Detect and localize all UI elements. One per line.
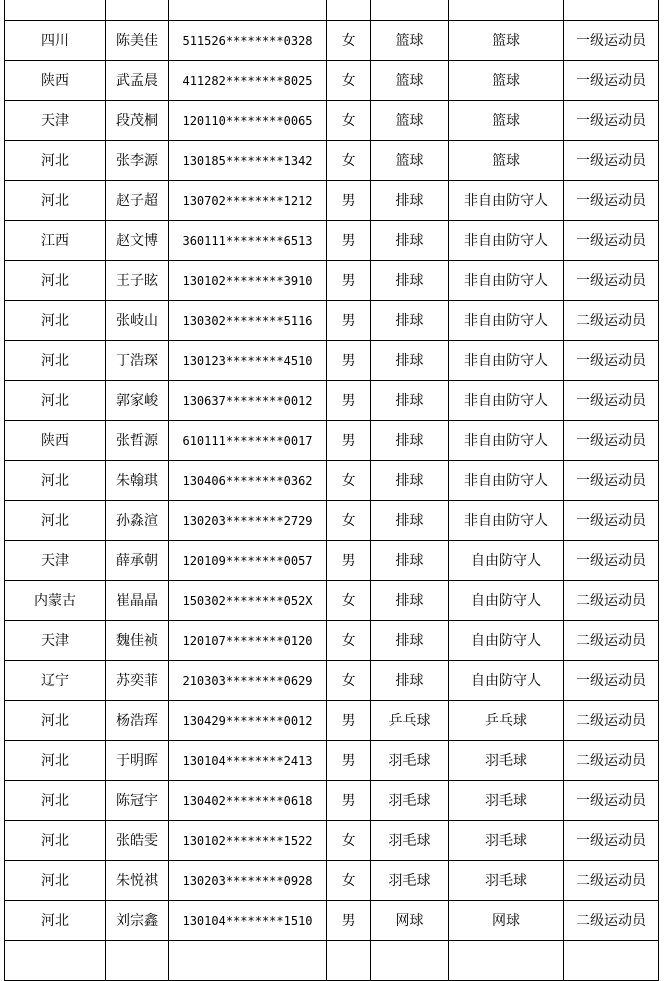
name-cell: 薛承朝 — [106, 541, 169, 581]
province-cell: 河北 — [5, 821, 106, 861]
province-cell: 河北 — [5, 261, 106, 301]
id-number-cell: 130203********0928 — [169, 861, 327, 901]
table-row — [5, 101, 659, 141]
province-cell: 四川 — [5, 21, 106, 61]
province-cell: 河北 — [5, 341, 106, 381]
table-row — [5, 421, 659, 461]
id-number-cell: 130406********0362 — [169, 461, 327, 501]
level-cell: 一级运动员 — [564, 21, 659, 61]
sport-cell: 排球 — [371, 181, 449, 221]
id-number-cell: 130302********5116 — [169, 301, 327, 341]
gender-cell: 男 — [327, 341, 371, 381]
sport-cell: 羽毛球 — [371, 781, 449, 821]
id-number-cell: 511526********0328 — [169, 21, 327, 61]
table-row — [5, 141, 659, 181]
id-number-cell: 130102********3910 — [169, 261, 327, 301]
table-row — [5, 701, 659, 741]
level-cell: 一级运动员 — [564, 661, 659, 701]
sport-cell: 排球 — [371, 661, 449, 701]
level-cell: 二级运动员 — [564, 301, 659, 341]
level-cell: 二级运动员 — [564, 741, 659, 781]
province-cell: 河北 — [5, 701, 106, 741]
province-cell: 河北 — [5, 501, 106, 541]
level-cell — [564, 0, 659, 21]
name-cell: 苏奕菲 — [106, 661, 169, 701]
gender-cell: 男 — [327, 541, 371, 581]
id-number-cell: 130203********2729 — [169, 501, 327, 541]
level-cell: 一级运动员 — [564, 261, 659, 301]
event-cell: 非自由防守人 — [449, 461, 564, 501]
name-cell: 张皓雯 — [106, 821, 169, 861]
table-row — [5, 741, 659, 781]
name-cell: 孙淼渲 — [106, 501, 169, 541]
level-cell: 一级运动员 — [564, 101, 659, 141]
roster-sheet — [4, 0, 659, 981]
gender-cell: 男 — [327, 261, 371, 301]
sport-cell: 排球 — [371, 261, 449, 301]
province-cell — [5, 0, 106, 21]
level-cell: 一级运动员 — [564, 821, 659, 861]
table-row — [5, 21, 659, 61]
province-cell — [5, 941, 106, 981]
id-number-cell: 130123********4510 — [169, 341, 327, 381]
province-cell: 河北 — [5, 181, 106, 221]
level-cell: 一级运动员 — [564, 461, 659, 501]
id-number-cell: 130637********0012 — [169, 381, 327, 421]
gender-cell: 女 — [327, 661, 371, 701]
id-number-cell: 360111********6513 — [169, 221, 327, 261]
province-cell: 河北 — [5, 381, 106, 421]
name-cell: 丁浩琛 — [106, 341, 169, 381]
id-number-cell: 411282********8025 — [169, 61, 327, 101]
name-cell: 朱翰琪 — [106, 461, 169, 501]
roster-body — [5, 0, 659, 981]
province-cell: 天津 — [5, 541, 106, 581]
name-cell: 于明晖 — [106, 741, 169, 781]
event-cell: 非自由防守人 — [449, 301, 564, 341]
sport-cell: 排球 — [371, 461, 449, 501]
gender-cell: 女 — [327, 501, 371, 541]
table-row — [5, 261, 659, 301]
sport-cell: 羽毛球 — [371, 741, 449, 781]
level-cell: 一级运动员 — [564, 221, 659, 261]
event-cell: 篮球 — [449, 61, 564, 101]
gender-cell: 女 — [327, 21, 371, 61]
name-cell: 魏佳祯 — [106, 621, 169, 661]
table-row — [5, 0, 659, 21]
sport-cell: 排球 — [371, 301, 449, 341]
name-cell: 张岐山 — [106, 301, 169, 341]
table-row — [5, 621, 659, 661]
level-cell: 一级运动员 — [564, 141, 659, 181]
gender-cell: 女 — [327, 141, 371, 181]
gender-cell: 男 — [327, 901, 371, 941]
gender-cell: 男 — [327, 301, 371, 341]
table-row — [5, 781, 659, 821]
sport-cell: 篮球 — [371, 21, 449, 61]
event-cell: 非自由防守人 — [449, 421, 564, 461]
sport-cell: 篮球 — [371, 61, 449, 101]
id-number-cell — [169, 941, 327, 981]
gender-cell — [327, 0, 371, 21]
gender-cell: 男 — [327, 181, 371, 221]
table-row — [5, 301, 659, 341]
gender-cell: 男 — [327, 701, 371, 741]
province-cell: 内蒙古 — [5, 581, 106, 621]
id-number-cell — [169, 0, 327, 21]
id-number-cell: 130702********1212 — [169, 181, 327, 221]
province-cell: 陕西 — [5, 421, 106, 461]
sport-cell: 排球 — [371, 221, 449, 261]
province-cell: 河北 — [5, 461, 106, 501]
event-cell: 乒乓球 — [449, 701, 564, 741]
sport-cell: 羽毛球 — [371, 861, 449, 901]
event-cell — [449, 941, 564, 981]
event-cell: 非自由防守人 — [449, 221, 564, 261]
gender-cell: 女 — [327, 621, 371, 661]
sport-cell — [371, 0, 449, 21]
id-number-cell: 130104********1510 — [169, 901, 327, 941]
sport-cell: 排球 — [371, 541, 449, 581]
gender-cell: 女 — [327, 461, 371, 501]
event-cell: 非自由防守人 — [449, 261, 564, 301]
sport-cell — [371, 941, 449, 981]
province-cell: 河北 — [5, 741, 106, 781]
name-cell: 刘宗鑫 — [106, 901, 169, 941]
name-cell: 陈冠宇 — [106, 781, 169, 821]
id-number-cell: 130429********0012 — [169, 701, 327, 741]
province-cell: 天津 — [5, 621, 106, 661]
gender-cell: 男 — [327, 381, 371, 421]
sport-cell: 排球 — [371, 381, 449, 421]
name-cell: 赵文博 — [106, 221, 169, 261]
name-cell: 张哲源 — [106, 421, 169, 461]
name-cell: 张李源 — [106, 141, 169, 181]
athlete-roster-table — [4, 0, 659, 981]
gender-cell — [327, 941, 371, 981]
gender-cell: 女 — [327, 101, 371, 141]
table-row — [5, 181, 659, 221]
province-cell: 河北 — [5, 781, 106, 821]
level-cell: 二级运动员 — [564, 901, 659, 941]
level-cell: 一级运动员 — [564, 781, 659, 821]
table-row — [5, 461, 659, 501]
level-cell: 一级运动员 — [564, 61, 659, 101]
province-cell: 江西 — [5, 221, 106, 261]
level-cell: 一级运动员 — [564, 341, 659, 381]
gender-cell: 男 — [327, 421, 371, 461]
level-cell: 二级运动员 — [564, 621, 659, 661]
event-cell: 羽毛球 — [449, 781, 564, 821]
sport-cell: 乒乓球 — [371, 701, 449, 741]
id-number-cell: 130102********1522 — [169, 821, 327, 861]
table-row — [5, 581, 659, 621]
level-cell: 一级运动员 — [564, 381, 659, 421]
id-number-cell: 150302********052X — [169, 581, 327, 621]
level-cell: 一级运动员 — [564, 541, 659, 581]
name-cell — [106, 0, 169, 21]
table-row — [5, 341, 659, 381]
event-cell: 羽毛球 — [449, 741, 564, 781]
event-cell: 篮球 — [449, 21, 564, 61]
level-cell: 一级运动员 — [564, 501, 659, 541]
table-row — [5, 661, 659, 701]
level-cell: 一级运动员 — [564, 181, 659, 221]
id-number-cell: 130185********1342 — [169, 141, 327, 181]
event-cell: 非自由防守人 — [449, 181, 564, 221]
level-cell: 二级运动员 — [564, 581, 659, 621]
table-row — [5, 61, 659, 101]
event-cell: 自由防守人 — [449, 661, 564, 701]
gender-cell: 女 — [327, 861, 371, 901]
name-cell: 武孟晨 — [106, 61, 169, 101]
table-row — [5, 381, 659, 421]
gender-cell: 女 — [327, 821, 371, 861]
event-cell: 羽毛球 — [449, 821, 564, 861]
id-number-cell: 120109********0057 — [169, 541, 327, 581]
province-cell: 天津 — [5, 101, 106, 141]
table-row — [5, 221, 659, 261]
gender-cell: 男 — [327, 221, 371, 261]
name-cell: 杨浩珲 — [106, 701, 169, 741]
sport-cell: 羽毛球 — [371, 821, 449, 861]
sport-cell: 排球 — [371, 621, 449, 661]
province-cell: 陕西 — [5, 61, 106, 101]
gender-cell: 女 — [327, 581, 371, 621]
sport-cell: 网球 — [371, 901, 449, 941]
event-cell — [449, 0, 564, 21]
id-number-cell: 120110********0065 — [169, 101, 327, 141]
name-cell: 郭家峻 — [106, 381, 169, 421]
gender-cell: 男 — [327, 741, 371, 781]
event-cell: 非自由防守人 — [449, 501, 564, 541]
province-cell: 河北 — [5, 901, 106, 941]
name-cell: 陈美佳 — [106, 21, 169, 61]
table-row — [5, 941, 659, 981]
sport-cell: 篮球 — [371, 141, 449, 181]
sport-cell: 篮球 — [371, 101, 449, 141]
table-row — [5, 541, 659, 581]
event-cell: 非自由防守人 — [449, 381, 564, 421]
table-row — [5, 501, 659, 541]
event-cell: 篮球 — [449, 101, 564, 141]
level-cell: 二级运动员 — [564, 861, 659, 901]
id-number-cell: 130104********2413 — [169, 741, 327, 781]
gender-cell: 女 — [327, 61, 371, 101]
id-number-cell: 610111********0017 — [169, 421, 327, 461]
table-row — [5, 861, 659, 901]
event-cell: 自由防守人 — [449, 621, 564, 661]
name-cell: 赵子超 — [106, 181, 169, 221]
event-cell: 篮球 — [449, 141, 564, 181]
event-cell: 网球 — [449, 901, 564, 941]
sport-cell: 排球 — [371, 421, 449, 461]
province-cell: 河北 — [5, 301, 106, 341]
table-row — [5, 821, 659, 861]
province-cell: 辽宁 — [5, 661, 106, 701]
sport-cell: 排球 — [371, 341, 449, 381]
table-row — [5, 901, 659, 941]
name-cell: 段茂桐 — [106, 101, 169, 141]
level-cell: 二级运动员 — [564, 701, 659, 741]
name-cell — [106, 941, 169, 981]
level-cell — [564, 941, 659, 981]
id-number-cell: 120107********0120 — [169, 621, 327, 661]
name-cell: 王子眩 — [106, 261, 169, 301]
sport-cell: 排球 — [371, 581, 449, 621]
event-cell: 羽毛球 — [449, 861, 564, 901]
level-cell: 一级运动员 — [564, 421, 659, 461]
name-cell: 朱悦祺 — [106, 861, 169, 901]
gender-cell: 男 — [327, 781, 371, 821]
event-cell: 非自由防守人 — [449, 341, 564, 381]
id-number-cell: 210303********0629 — [169, 661, 327, 701]
province-cell: 河北 — [5, 861, 106, 901]
name-cell: 崔晶晶 — [106, 581, 169, 621]
event-cell: 自由防守人 — [449, 541, 564, 581]
event-cell: 自由防守人 — [449, 581, 564, 621]
province-cell: 河北 — [5, 141, 106, 181]
sport-cell: 排球 — [371, 501, 449, 541]
id-number-cell: 130402********0618 — [169, 781, 327, 821]
